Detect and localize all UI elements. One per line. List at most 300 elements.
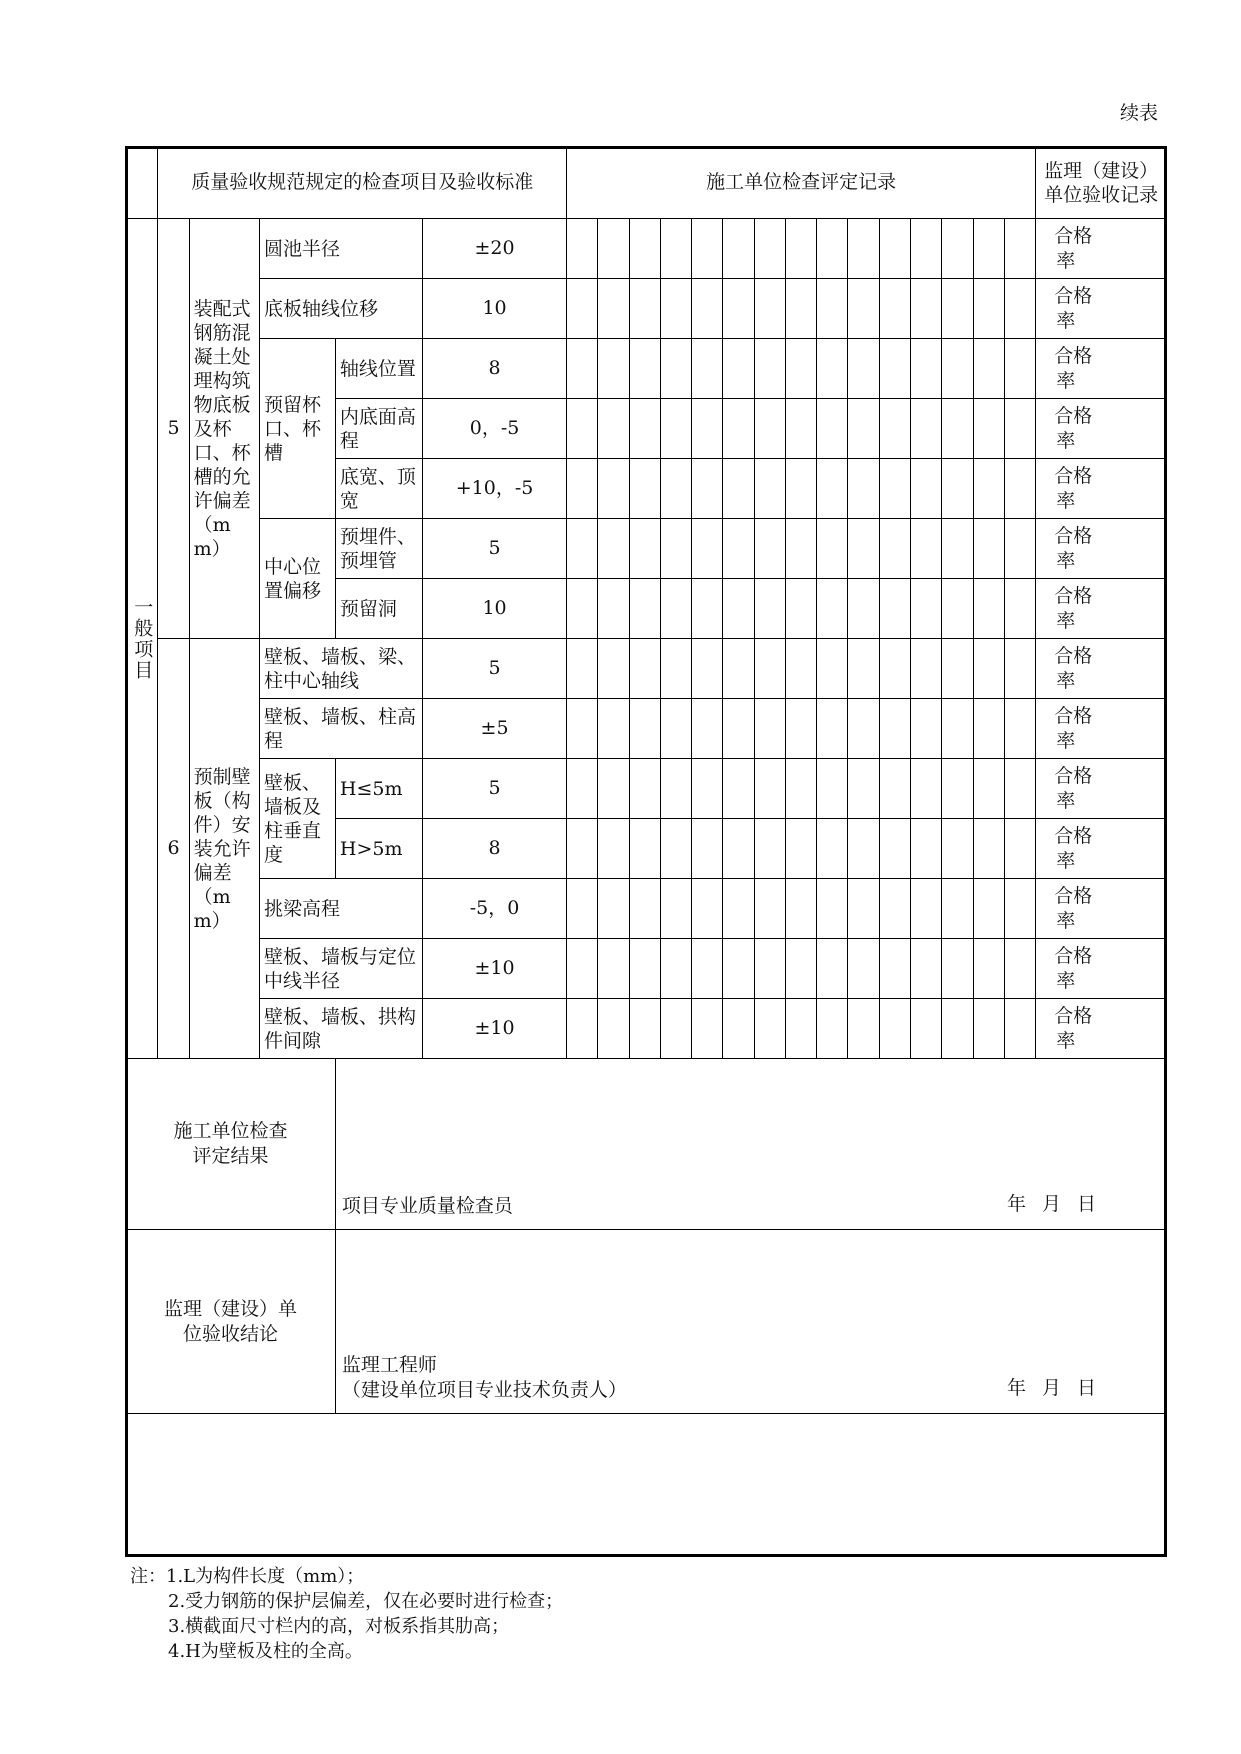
tolerance-value: ±10 [423,939,567,999]
record-cell[interactable] [942,699,973,759]
table-row [126,999,1167,1059]
record-cell[interactable] [598,579,629,639]
record-cell[interactable] [942,879,973,939]
record-cell[interactable] [660,579,691,639]
record-cell[interactable] [911,519,942,579]
continued-label: 续表 [1119,102,1158,124]
record-cell[interactable] [598,819,629,879]
record-cell[interactable] [785,879,816,939]
record-cell[interactable] [660,939,691,999]
record-cell[interactable] [973,219,1004,279]
record-cell[interactable] [785,399,816,459]
record-cell[interactable] [942,459,973,519]
record-cell[interactable] [817,219,848,279]
pass-rate-cell[interactable] [1036,459,1167,519]
supervision-header-line2: 单位验收记录 [1044,183,1159,206]
record-cell[interactable] [1004,279,1035,339]
record-cell[interactable] [848,639,879,699]
record-cell[interactable] [879,459,910,519]
tolerance-value: ±20 [423,219,567,279]
record-cell[interactable] [817,699,848,759]
record-cell[interactable] [973,819,1004,879]
item-label: 壁板、墙板、梁、柱中心轴线 [259,639,422,699]
pass-rate-cell[interactable] [1036,399,1167,459]
table-row [126,339,1167,399]
record-cell[interactable] [692,819,723,879]
record-cell[interactable] [848,759,879,819]
date-month-label: 月 [1041,1193,1061,1215]
record-cell[interactable] [1004,339,1035,399]
record-cell[interactable] [723,579,754,639]
record-cell[interactable] [567,459,598,519]
record-cell[interactable] [911,939,942,999]
record-cell[interactable] [598,279,629,339]
record-cell[interactable] [973,459,1004,519]
record-cell[interactable] [754,999,785,1059]
tolerance-value: -5，0 [423,879,567,939]
record-cell[interactable] [785,759,816,819]
category-label: 一般项目 [126,219,158,1059]
record-cell[interactable] [785,579,816,639]
record-cell[interactable] [973,399,1004,459]
record-cell[interactable] [660,279,691,339]
table-row [126,279,1167,339]
record-cell[interactable] [879,759,910,819]
record-cell[interactable] [817,279,848,339]
record-cell[interactable] [848,939,879,999]
record-cell[interactable] [692,999,723,1059]
record-cell[interactable] [973,519,1004,579]
record-cell[interactable] [848,219,879,279]
record-cell[interactable] [567,219,598,279]
record-cell[interactable] [692,879,723,939]
record-cell[interactable] [567,639,598,699]
record-cell[interactable] [723,939,754,999]
record-cell[interactable] [911,279,942,339]
record-cell[interactable] [629,699,660,759]
record-cell[interactable] [660,459,691,519]
record-cell[interactable] [785,279,816,339]
sub-item-label: 轴线位置 [335,339,422,399]
record-cell[interactable] [817,339,848,399]
pass-rate-cell[interactable] [1036,639,1167,699]
record-cell[interactable] [1004,639,1035,699]
record-cell[interactable] [567,279,598,339]
record-cell[interactable] [723,459,754,519]
record-cell[interactable] [879,579,910,639]
record-cell[interactable] [1004,519,1035,579]
pass-rate-cell[interactable] [1036,339,1167,399]
construction-result-label [126,1059,336,1230]
record-cell[interactable] [598,639,629,699]
signer-label [342,1353,627,1403]
pass-rate-cell[interactable] [1036,519,1167,579]
record-cell[interactable] [911,339,942,399]
record-cell[interactable] [598,399,629,459]
record-cell[interactable] [879,819,910,879]
tolerance-value: 10 [423,279,567,339]
record-cell[interactable] [692,279,723,339]
record-cell[interactable] [723,519,754,579]
construction-result-body[interactable] [335,1059,1166,1230]
record-cell[interactable] [567,819,598,879]
record-cell[interactable] [629,219,660,279]
record-cell[interactable] [1004,879,1035,939]
record-cell[interactable] [567,519,598,579]
record-cell[interactable] [817,819,848,879]
record-cell[interactable] [817,999,848,1059]
record-cell[interactable] [785,639,816,699]
record-cell[interactable] [911,699,942,759]
pass-rate-label-line1: 合格 [1054,524,1093,547]
pass-rate-label-line2: 率 [1056,549,1076,572]
record-cell[interactable] [942,819,973,879]
record-cell[interactable] [785,459,816,519]
record-cell[interactable] [723,699,754,759]
record-cell[interactable] [723,399,754,459]
record-cell[interactable] [629,819,660,879]
record-cell[interactable] [660,639,691,699]
record-cell[interactable] [942,759,973,819]
item-label: 壁板、墙板、拱构件间隙 [259,999,422,1059]
record-cell[interactable] [879,699,910,759]
supervision-result-label-line1: 监理（建设）单 [163,1297,297,1320]
signer-line: 项目专业质量检查员 [341,1195,513,1217]
record-cell[interactable] [973,579,1004,639]
record-cell[interactable] [848,879,879,939]
record-cell[interactable] [942,279,973,339]
record-cell[interactable] [879,219,910,279]
record-cell[interactable] [692,939,723,999]
record-cell[interactable] [911,639,942,699]
record-cell[interactable] [660,519,691,579]
record-cell[interactable] [660,399,691,459]
record-cell[interactable] [973,999,1004,1059]
record-cell[interactable] [973,639,1004,699]
tolerance-value: ±5 [423,699,567,759]
record-cell[interactable] [942,999,973,1059]
record-cell[interactable] [754,819,785,879]
record-cell[interactable] [848,279,879,339]
record-cell[interactable] [754,219,785,279]
pass-rate-cell[interactable] [1036,219,1167,279]
note-line: 注：1.L为构件长度（mm）； [130,1566,365,1587]
record-cell[interactable] [723,639,754,699]
record-cell[interactable] [723,219,754,279]
record-cell[interactable] [723,279,754,339]
pass-rate-label-line1: 合格 [1054,884,1093,907]
record-cell[interactable] [848,519,879,579]
form-body [126,147,1167,1414]
pass-rate-label-line1: 合格 [1054,284,1093,307]
table-row [126,759,1167,819]
record-cell[interactable] [567,399,598,459]
date-year-label: 年 [1006,1377,1026,1399]
item-label: 壁板、墙板与定位中线半径 [259,939,422,999]
record-cell[interactable] [942,519,973,579]
record-cell[interactable] [723,759,754,819]
record-cell[interactable] [754,879,785,939]
record-cell[interactable] [754,279,785,339]
record-cell[interactable] [754,519,785,579]
tolerance-value: ±10 [423,999,567,1059]
record-cell[interactable] [785,699,816,759]
date-day-label: 日 [1076,1193,1096,1215]
record-cell[interactable] [785,219,816,279]
record-cell[interactable] [692,339,723,399]
item-label: 底板轴线位移 [259,279,422,339]
record-cell[interactable] [567,579,598,639]
record-cell[interactable] [817,639,848,699]
record-cell[interactable] [911,759,942,819]
sub-item-label: 预埋件、预埋管 [335,519,422,579]
date-year-label: 年 [1006,1193,1026,1215]
record-cell[interactable] [911,459,942,519]
pass-rate-cell[interactable] [1036,939,1167,999]
pass-rate-cell[interactable] [1036,579,1167,639]
record-cell[interactable] [1004,939,1035,999]
pass-rate-label-line1: 合格 [1054,224,1093,247]
record-cell[interactable] [660,999,691,1059]
pass-rate-label-line1: 合格 [1054,404,1093,427]
record-cell[interactable] [942,579,973,639]
record-cell[interactable] [848,699,879,759]
pass-rate-cell[interactable] [1036,879,1167,939]
record-cell[interactable] [879,339,910,399]
record-cell[interactable] [785,999,816,1059]
record-cell[interactable] [1004,399,1035,459]
record-cell[interactable] [879,399,910,459]
record-cell[interactable] [942,639,973,699]
record-cell[interactable] [598,759,629,819]
group-title: 装配式钢筋混凝土处理构筑物底板及杯口、杯槽的允许偏差（mm） [189,219,259,639]
record-cell[interactable] [660,819,691,879]
record-cell[interactable] [911,399,942,459]
record-cell[interactable] [1004,759,1035,819]
record-cell[interactable] [567,699,598,759]
record-cell[interactable] [911,999,942,1059]
record-cell[interactable] [879,939,910,999]
pass-rate-label-line1: 合格 [1054,344,1093,367]
record-cell[interactable] [879,519,910,579]
record-cell[interactable] [598,939,629,999]
record-cell[interactable] [598,999,629,1059]
record-header: 施工单位检查评定记录 [567,147,1036,219]
record-cell[interactable] [973,339,1004,399]
record-cell[interactable] [848,819,879,879]
pass-rate-cell[interactable] [1036,699,1167,759]
record-cell[interactable] [660,879,691,939]
record-cell[interactable] [567,339,598,399]
record-cell[interactable] [911,819,942,879]
date-field[interactable] [991,1376,1096,1401]
record-cell[interactable] [598,879,629,939]
table-row [126,699,1167,759]
record-cell[interactable] [911,579,942,639]
record-cell[interactable] [848,999,879,1059]
pass-rate-label-line1: 合格 [1054,944,1093,967]
pass-rate-label-line1: 合格 [1054,464,1093,487]
pass-rate-label-line2: 率 [1056,489,1076,512]
group-title: 预制壁板（构件）安装允许偏差（mm） [189,639,259,1059]
record-cell[interactable] [692,639,723,699]
record-cell[interactable] [879,999,910,1059]
record-cell[interactable] [692,459,723,519]
record-cell[interactable] [817,459,848,519]
record-cell[interactable] [754,579,785,639]
pass-rate-cell[interactable] [1036,759,1167,819]
sub-item-label: 预留洞 [335,579,422,639]
record-cell[interactable] [692,579,723,639]
record-cell[interactable] [848,339,879,399]
category-column-header [126,147,158,219]
pass-rate-label-line2: 率 [1056,849,1076,872]
supervision-result-label [126,1230,336,1414]
record-cell[interactable] [692,219,723,279]
record-cell[interactable] [629,999,660,1059]
record-cell[interactable] [942,939,973,999]
record-cell[interactable] [879,279,910,339]
record-cell[interactable] [817,879,848,939]
tolerance-value: 0，-5 [423,399,567,459]
record-cell[interactable] [598,459,629,519]
item-label: 挑梁高程 [259,879,422,939]
record-cell[interactable] [1004,699,1035,759]
record-cell[interactable] [754,639,785,699]
record-cell[interactable] [911,879,942,939]
date-field[interactable] [991,1192,1096,1217]
record-cell[interactable] [879,639,910,699]
record-cell[interactable] [629,399,660,459]
record-cell[interactable] [629,939,660,999]
record-cell[interactable] [629,279,660,339]
record-cell[interactable] [754,699,785,759]
record-cell[interactable] [973,939,1004,999]
record-cell[interactable] [754,459,785,519]
table-row [126,639,1167,699]
record-cell[interactable] [660,699,691,759]
record-cell[interactable] [629,339,660,399]
record-cell[interactable] [660,759,691,819]
inspection-form [125,146,1167,1414]
record-cell[interactable] [942,219,973,279]
pass-rate-label-line2: 率 [1056,369,1076,392]
record-cell[interactable] [1004,579,1035,639]
record-cell[interactable] [754,339,785,399]
sub-item-label: 底宽、顶宽 [335,459,422,519]
record-cell[interactable] [629,459,660,519]
date-day-label: 日 [1076,1377,1096,1399]
record-cell[interactable] [1004,459,1035,519]
pass-rate-label-line1: 合格 [1054,824,1093,847]
construction-result-label-line1: 施工单位检查 [173,1120,288,1142]
record-cell[interactable] [848,459,879,519]
record-cell[interactable] [598,219,629,279]
record-cell[interactable] [629,639,660,699]
record-cell[interactable] [942,399,973,459]
record-cell[interactable] [723,879,754,939]
pass-rate-label-line2: 率 [1056,909,1076,932]
record-cell[interactable] [785,519,816,579]
record-cell[interactable] [660,219,691,279]
tolerance-value: 5 [423,759,567,819]
record-cell[interactable] [629,759,660,819]
record-cell[interactable] [848,579,879,639]
record-cell[interactable] [942,339,973,399]
record-cell[interactable] [629,879,660,939]
signer-line: （建设单位项目专业技术负责人） [341,1379,627,1401]
record-cell[interactable] [911,219,942,279]
record-cell[interactable] [567,879,598,939]
record-cell[interactable] [692,519,723,579]
record-cell[interactable] [973,699,1004,759]
sub-item-label: H≤5m [335,759,422,819]
pass-rate-label-line1: 合格 [1054,1004,1093,1027]
record-cell[interactable] [723,819,754,879]
record-cell[interactable] [567,999,598,1059]
record-cell[interactable] [754,759,785,819]
record-cell[interactable] [817,579,848,639]
pass-rate-cell[interactable] [1036,999,1167,1059]
record-cell[interactable] [1004,219,1035,279]
record-cell[interactable] [817,759,848,819]
record-cell[interactable] [598,339,629,399]
record-cell[interactable] [785,939,816,999]
date-month-label: 月 [1041,1377,1061,1399]
record-cell[interactable] [692,699,723,759]
record-cell[interactable] [629,519,660,579]
group-number: 5 [158,219,189,639]
record-cell[interactable] [723,999,754,1059]
tolerance-value: 8 [423,819,567,879]
record-cell[interactable] [1004,999,1035,1059]
supervision-result-body[interactable] [335,1230,1166,1414]
tolerance-value: 5 [423,639,567,699]
record-cell[interactable] [754,399,785,459]
pass-rate-cell[interactable] [1036,819,1167,879]
notes [130,1564,563,1660]
record-cell[interactable] [817,939,848,999]
record-cell[interactable] [879,879,910,939]
record-cell[interactable] [973,879,1004,939]
record-cell[interactable] [973,279,1004,339]
sub-group-label: 预留杯口、杯槽 [259,339,335,519]
record-cell[interactable] [598,699,629,759]
record-cell[interactable] [567,939,598,999]
record-cell[interactable] [692,399,723,459]
record-cell[interactable] [785,339,816,399]
pass-rate-label-line2: 率 [1056,429,1076,452]
record-cell[interactable] [754,939,785,999]
record-cell[interactable] [817,519,848,579]
note-line: 4.H为壁板及柱的全高。 [168,1641,363,1660]
record-cell[interactable] [567,759,598,819]
record-cell[interactable] [973,759,1004,819]
record-cell[interactable] [817,399,848,459]
record-cell[interactable] [1004,819,1035,879]
record-cell[interactable] [660,339,691,399]
record-cell[interactable] [629,579,660,639]
pass-rate-cell[interactable] [1036,279,1167,339]
record-cell[interactable] [692,759,723,819]
pass-rate-label-line2: 率 [1056,969,1076,992]
pass-rate-label-line1: 合格 [1054,644,1093,667]
item-label: 壁板、墙板、柱高程 [259,699,422,759]
record-cell[interactable] [785,819,816,879]
record-cell[interactable] [848,399,879,459]
record-cell[interactable] [723,339,754,399]
record-cell[interactable] [598,519,629,579]
